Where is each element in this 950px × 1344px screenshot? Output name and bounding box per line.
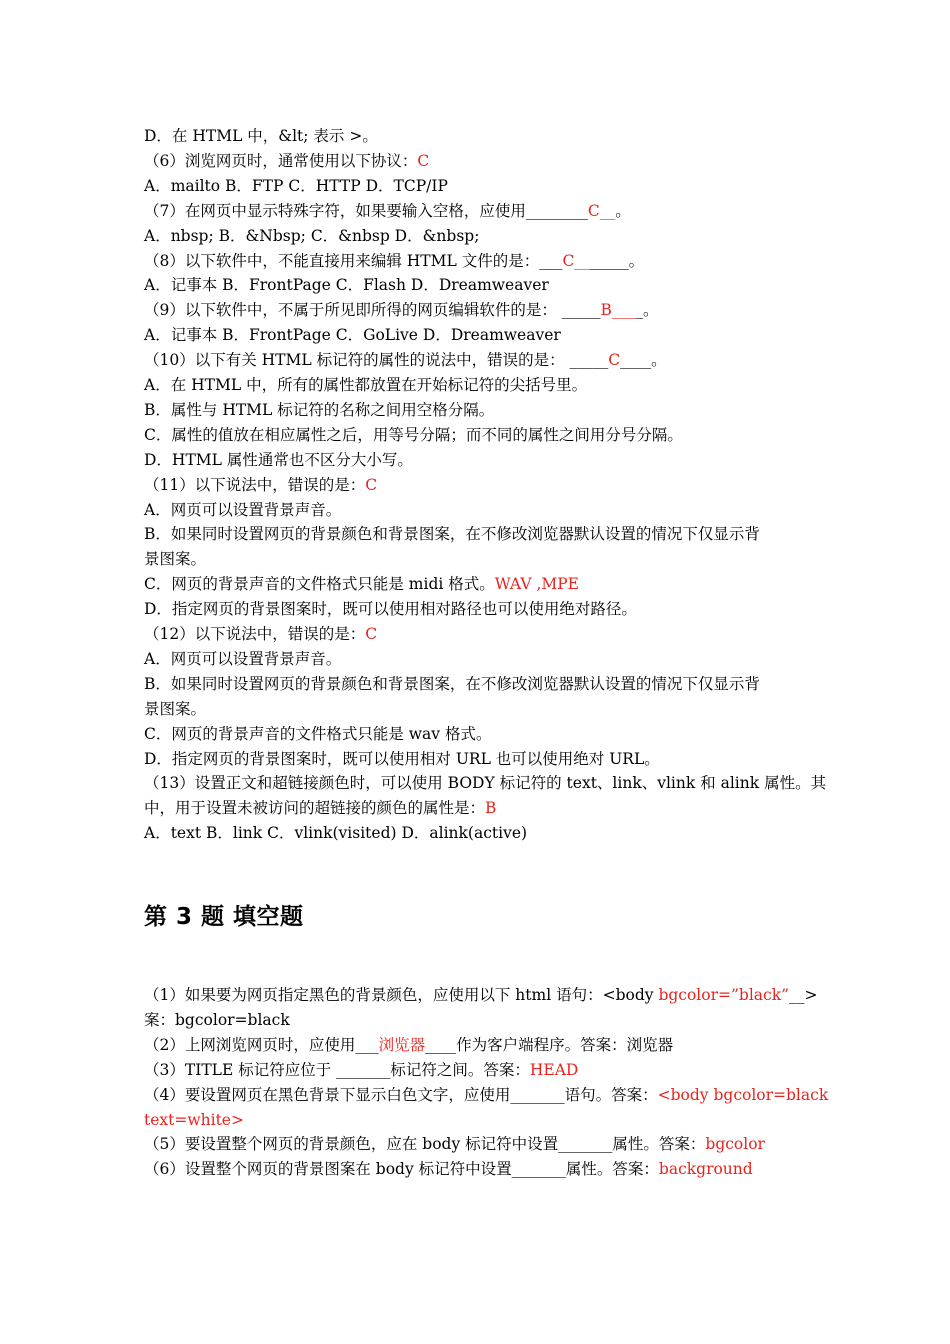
line-text: B．如果同时设置网页的背景颜色和背景图案，在不修改浏览器默认设置的情况下仅显示背 bbox=[144, 674, 760, 693]
line-text: （6）设置整个网页的背景图案在 body 标记符中设置_______属性。答案： bbox=[144, 1160, 659, 1179]
line-text-after: 。 bbox=[615, 201, 631, 220]
section-heading: 第 3 题 填空题 bbox=[144, 904, 304, 930]
line-text-after: __> bbox=[789, 986, 818, 1004]
text-line bbox=[144, 374, 824, 396]
line-text: A．nbsp; B．&Nbsp; C．&nbsp D．&nbsp; bbox=[144, 226, 480, 245]
text-line bbox=[144, 125, 824, 147]
line-text: A．在 HTML 中，所有的属性都放置在开始标记符的尖括号里。 bbox=[144, 376, 588, 394]
text-line bbox=[144, 150, 824, 172]
text-line bbox=[144, 474, 824, 496]
answer-text: C bbox=[608, 351, 621, 370]
line-text: A．网页可以设置背景声音。 bbox=[144, 649, 342, 668]
answer-text: <body bgcolor=black bbox=[657, 1085, 829, 1104]
line-text: D．在 HTML 中，&lt; 表示 >。 bbox=[144, 127, 378, 145]
text-line bbox=[144, 1034, 824, 1056]
text-line bbox=[144, 772, 827, 794]
answer-text: HEAD bbox=[529, 1060, 579, 1079]
text-line bbox=[144, 698, 824, 720]
answer-text: text=white> bbox=[144, 1110, 244, 1129]
text-line bbox=[144, 324, 824, 346]
answer-text: C bbox=[365, 625, 378, 643]
line-text: （7）在网页中显示特殊字符，如果要输入空格，应使用________ bbox=[144, 201, 588, 220]
line-text: D．指定网页的背景图案时，既可以使用相对路径也可以使用绝对路径。 bbox=[144, 600, 637, 619]
text-line bbox=[144, 822, 824, 844]
text-line bbox=[144, 299, 824, 321]
line-text: A．记事本 B．FrontPage C．GoLive D．Dreamweaver bbox=[144, 326, 561, 345]
answer-text: background bbox=[658, 1160, 753, 1179]
text-line bbox=[144, 548, 824, 570]
answer-text: B___ bbox=[600, 301, 636, 320]
line-text-after: _。 bbox=[635, 301, 659, 320]
text-line bbox=[144, 349, 824, 371]
line-text: A．mailto B．FTP C．HTTP D．TCP/IP bbox=[144, 176, 448, 195]
answer-text: B bbox=[485, 799, 497, 818]
line-text: （9）以下软件中，不属于所见即所得的网页编辑软件的是： _____ bbox=[144, 301, 601, 320]
text-line bbox=[144, 1009, 824, 1031]
text-line bbox=[144, 748, 824, 770]
line-text: D．指定网页的背景图案时，既可以使用相对 URL 也可以使用绝对 URL。 bbox=[144, 749, 660, 768]
answer-text: bgcolor=”black” bbox=[658, 986, 790, 1004]
line-text: 案：bgcolor=black bbox=[144, 1010, 290, 1029]
answer-text: C bbox=[417, 151, 430, 170]
line-text-after: ____作为客户端程序。答案：浏览器 bbox=[425, 1035, 674, 1054]
line-text: B．如果同时设置网页的背景颜色和背景图案，在不修改浏览器默认设置的情况下仅显示背 bbox=[144, 525, 760, 544]
line-text: （1）如果要为网页指定黑色的背景颜色，应使用以下 html 语句：<body bbox=[144, 986, 659, 1004]
text-line bbox=[144, 225, 824, 247]
text-line bbox=[144, 274, 824, 296]
line-text: A．记事本 B．FrontPage C．Flash D．Dreamweaver bbox=[144, 276, 549, 295]
text-line bbox=[144, 499, 824, 521]
text-line bbox=[144, 449, 824, 471]
line-text: 景图案。 bbox=[144, 699, 207, 718]
text-line bbox=[144, 1158, 824, 1180]
answer-text: C bbox=[365, 475, 378, 494]
answer-text: 浏览器 bbox=[378, 1035, 426, 1054]
text-line bbox=[144, 175, 824, 197]
line-text: B．属性与 HTML 标记符的名称之间用空格分隔。 bbox=[144, 400, 495, 419]
answer-text: bgcolor bbox=[705, 1135, 765, 1154]
line-text: （12）以下说法中，错误的是： bbox=[144, 625, 366, 643]
text-line bbox=[144, 723, 824, 745]
text-line bbox=[144, 1109, 824, 1131]
text-line bbox=[144, 424, 824, 446]
text-line bbox=[144, 797, 824, 819]
line-text: D．HTML 属性通常也不区分大小写。 bbox=[144, 450, 413, 469]
line-text: 中，用于设置未被访问的超链接的颜色的属性是： bbox=[144, 799, 486, 818]
line-text-after: _____。 bbox=[589, 251, 645, 270]
line-text: C．网页的背景声音的文件格式只能是 wav 格式。 bbox=[144, 724, 492, 743]
text-line bbox=[144, 623, 824, 645]
text-line bbox=[144, 1133, 824, 1155]
line-text-after: ____。 bbox=[620, 351, 667, 370]
line-text: （5）要设置整个网页的背景颜色，应在 body 标记符中设置_______属性。答案： bbox=[144, 1135, 706, 1154]
line-text: （13）设置正文和超链接颜色时，可以使用 BODY 标记符的 text、link、vlink 和 alink 属性。其 bbox=[144, 774, 827, 793]
text-line bbox=[144, 200, 824, 222]
line-text: （6）浏览网页时，通常使用以下协议： bbox=[144, 151, 418, 170]
text-line bbox=[144, 1059, 824, 1081]
text-line bbox=[144, 673, 824, 695]
line-text: （3）TITLE 标记符应位于 _______标记符之间。答案： bbox=[144, 1060, 530, 1079]
line-text: （10）以下有关 HTML 标记符的属性的说法中，错误的是： _____ bbox=[144, 351, 609, 370]
line-text: C．属性的值放在相应属性之后，用等号分隔；而不同的属性之间用分号分隔。 bbox=[144, 425, 683, 444]
answer-text: WAV ,MPE bbox=[494, 575, 579, 594]
text-line bbox=[144, 250, 824, 272]
answer-text: C__ bbox=[562, 251, 590, 270]
line-text: （11）以下说法中，错误的是： bbox=[144, 475, 366, 494]
text-line bbox=[144, 523, 824, 545]
text-line bbox=[144, 573, 824, 595]
line-text: 景图案。 bbox=[144, 550, 207, 569]
line-text: （2）上网浏览网页时，应使用___ bbox=[144, 1035, 379, 1054]
text-line bbox=[144, 984, 824, 1006]
line-text: （8）以下软件中，不能直接用来编辑 HTML 文件的是：___ bbox=[144, 251, 563, 270]
line-text: （4）要设置网页在黑色背景下显示白色文字，应使用_______语句。答案： bbox=[144, 1085, 658, 1104]
line-text: A．网页可以设置背景声音。 bbox=[144, 500, 342, 519]
text-line bbox=[144, 1084, 829, 1106]
text-line bbox=[144, 648, 824, 670]
line-text: C．网页的背景声音的文件格式只能是 midi 格式。 bbox=[144, 575, 495, 594]
answer-text: C__ bbox=[587, 201, 616, 220]
text-line bbox=[144, 399, 824, 421]
text-line bbox=[144, 598, 824, 620]
line-text: A．text B．link C．vlink(visited) D．alink(active) bbox=[144, 824, 528, 843]
